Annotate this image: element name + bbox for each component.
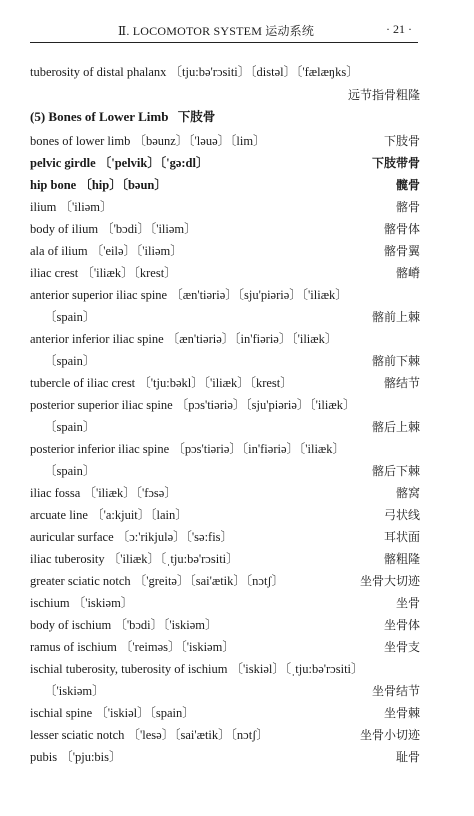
entry-term: 〔spain〕	[44, 310, 96, 324]
entry-translation: 坐骨结节	[371, 684, 420, 698]
entry-term: iliac fossa 〔'iliæk〕〔'fɔsə〕	[30, 486, 177, 500]
entry-translation: 下肢带骨	[371, 156, 420, 170]
section-heading	[30, 106, 215, 128]
entry-translation: 远节指骨粗隆	[347, 88, 420, 102]
entry-translation: 坐骨体	[383, 618, 420, 632]
entry-term: pelvic girdle 〔'pelvik〕〔'gə:dl〕	[30, 156, 209, 170]
entry-translation: 耳状面	[383, 530, 420, 544]
entry-term: bones of lower limb 〔bəunz〕〔'ləuə〕〔lim〕	[30, 134, 266, 148]
entry-term: 〔spain〕	[44, 420, 96, 434]
entry-translation: 髂前上棘	[371, 310, 420, 324]
entry-translation: 坐骨	[395, 596, 420, 610]
entry-term: body of ischium 〔'bɔdi〕〔'iskiəm〕	[30, 618, 218, 632]
entry-term: iliac tuberosity 〔'iliæk〕〔ˌtju:bə'rɔsiti〕	[30, 552, 239, 566]
entry-translation: 髂窝	[395, 486, 420, 500]
entry-term: greater sciatic notch 〔'greitə〕〔sai'ætik〕〔nɔtʃ〕	[30, 574, 285, 588]
section-title-cn: 下肢骨	[177, 109, 216, 124]
entry-translation: 坐骨支	[383, 640, 420, 654]
entry-translation: 下肢骨	[383, 134, 420, 148]
entry-translation: 髂结节	[383, 376, 420, 390]
entry-term: ramus of ischium 〔'reiməs〕〔'iskiəm〕	[30, 640, 235, 654]
entry-term: 〔spain〕	[44, 464, 96, 478]
entry-term: tubercle of iliac crest 〔'tju:bəkl〕〔'iliæk〕〔krest〕	[30, 376, 293, 390]
entry-translation: 耻骨	[395, 750, 420, 764]
section-title-en: Bones of Lower Limb	[48, 109, 169, 124]
entry-term: posterior superior iliac spine 〔pɔs'tiəriə〕〔sju'piəriə〕〔'iliæk〕	[30, 398, 356, 412]
entry-translation: 弓状线	[383, 508, 420, 522]
entry-translation: 髂后上棘	[371, 420, 420, 434]
entry-term: posterior inferior iliac spine 〔pɔs'tiəriə〕〔in'fiəriə〕〔'iliæk〕	[30, 442, 346, 456]
entry-term: pubis 〔'pju:bis〕	[30, 750, 122, 764]
entry-term: ischium 〔'iskiəm〕	[30, 596, 134, 610]
entry-term: ala of ilium 〔'eilə〕〔'iliəm〕	[30, 244, 183, 258]
entry-term: hip bone 〔hip〕〔bəun〕	[30, 178, 167, 192]
page-number: · 21 ·	[386, 22, 412, 36]
entry-translation: 坐骨大切迹	[359, 574, 420, 588]
entry-translation: 髂骨	[395, 200, 420, 214]
entry-term: ischial tuberosity, tuberosity of ischium 〔'iskiəl〕〔ˌtju:bə'rɔsiti〕	[30, 662, 364, 676]
entry-translation: 髂前下棘	[371, 354, 420, 368]
entry-translation: 坐骨棘	[383, 706, 420, 720]
entry-term: 〔spain〕	[44, 354, 96, 368]
header-rule	[30, 42, 418, 43]
chapter-title: Ⅱ. LOCOMOTOR SYSTEM 运动系统	[118, 24, 315, 38]
entry-term: ilium 〔'iliəm〕	[30, 200, 113, 214]
running-header	[0, 19, 474, 41]
entry-term: tuberosity of distal phalanx 〔tju:bə'rɔsiti〕〔distəl〕〔'fælæŋks〕	[30, 65, 359, 79]
entry-translation: 髂骨体	[383, 222, 420, 236]
entry-translation: 髂骨翼	[383, 244, 420, 258]
entry-translation: 髂嵴	[395, 266, 420, 280]
entry-translation: 髂后下棘	[371, 464, 420, 478]
entry-translation: 髂粗隆	[383, 552, 420, 566]
entry-term: iliac crest 〔'iliæk〕〔krest〕	[30, 266, 177, 280]
entry-term: ischial spine 〔'iskiəl〕〔spain〕	[30, 706, 195, 720]
entry-term: lesser sciatic notch 〔'lesə〕〔sai'ætik〕〔nɔtʃ〕	[30, 728, 269, 742]
entry-term: body of ilium 〔'bɔdi〕〔'iliəm〕	[30, 222, 197, 236]
entry-term: 〔'iskiəm〕	[44, 684, 105, 698]
entry-term: anterior inferior iliac spine 〔æn'tiəriə〕〔in'fiəriə〕〔'iliæk〕	[30, 332, 338, 346]
entry-term: arcuate line 〔'a:kjuit〕〔lain〕	[30, 508, 188, 522]
entry-term: anterior superior iliac spine 〔æn'tiəriə〕〔sju'piəriə〕〔'iliæk〕	[30, 288, 348, 302]
entry-term: auricular surface 〔ɔ:'rikjulə〕〔'sə:fis〕	[30, 530, 234, 544]
entry-translation: 髋骨	[395, 178, 420, 192]
entry-translation: 坐骨小切迹	[359, 728, 420, 742]
section-number: (5)	[30, 109, 46, 124]
